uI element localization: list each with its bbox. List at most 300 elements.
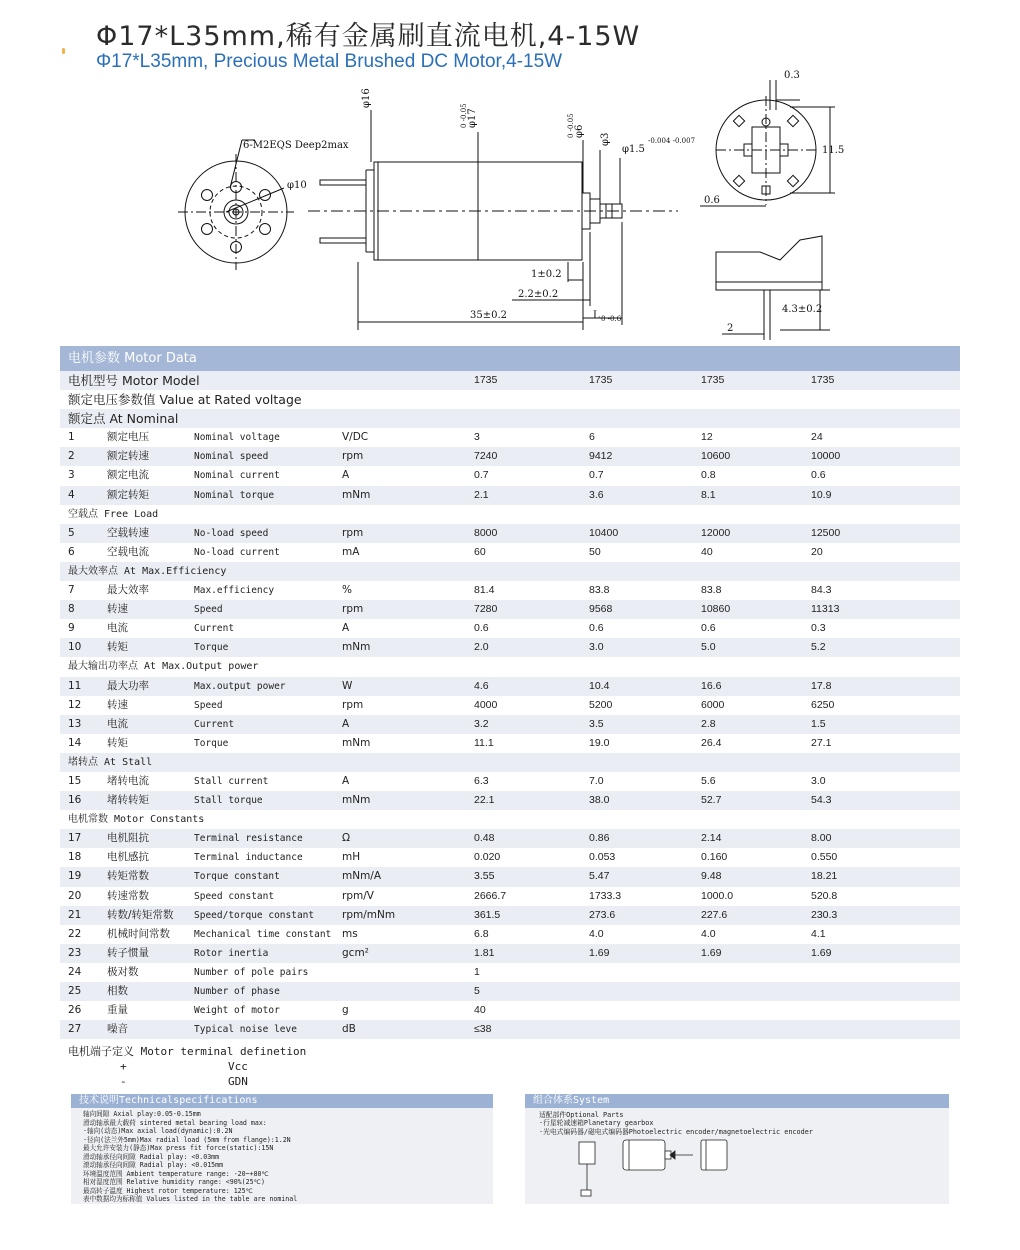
- param-value: 8.1: [701, 488, 716, 501]
- param-name-cn: 电机感抗: [107, 851, 149, 864]
- row-number: 21: [68, 908, 82, 921]
- param-name-en: Mechanical time constant: [194, 928, 332, 940]
- param-value: 520.8: [811, 889, 838, 902]
- param-value: 5.47: [589, 870, 610, 883]
- param-name-cn: 转子惯量: [107, 946, 149, 959]
- param-value: 3.0: [589, 641, 604, 654]
- param-value: 17.8: [811, 679, 832, 692]
- param-value: 5: [474, 985, 480, 997]
- param-value: 0.160: [701, 851, 728, 864]
- table-row: [60, 486, 960, 505]
- param-name-en: Torque constant: [194, 871, 280, 883]
- param-value: 1.69: [589, 946, 610, 959]
- param-value: 6: [589, 431, 595, 444]
- label-screw: 6-M2EQS Deep2max: [243, 140, 349, 151]
- param-name-en: Torque: [194, 737, 229, 749]
- param-value: 10.4: [589, 679, 610, 692]
- table-row: [60, 619, 960, 638]
- param-unit: mNm: [342, 794, 371, 807]
- param-value: 0.7: [589, 469, 604, 482]
- param-name-cn: 电机阻抗: [107, 832, 149, 845]
- system-header: 组合体系System: [525, 1094, 949, 1108]
- system-line: ·光电式编码器/磁电式编码器Photoelectric encoder/magnetoelectric encoder: [539, 1127, 813, 1136]
- tech-spec-line: 滑动轴承径向间隙 Radial play: <0.03mm: [83, 1152, 220, 1161]
- param-value: 4.6: [474, 679, 489, 692]
- param-name-cn: 转矩: [107, 641, 128, 654]
- param-name-en: Stall current: [194, 775, 269, 787]
- param-name-cn: 转速: [107, 698, 128, 711]
- param-value: 0.6: [474, 622, 489, 635]
- param-value: 361.5: [474, 908, 501, 921]
- tech-spec-header: 技术说明Technicalspecifications: [71, 1094, 493, 1108]
- param-value: 1.69: [701, 946, 722, 959]
- row-number: 27: [68, 1023, 82, 1036]
- model-value: 1735: [474, 374, 498, 386]
- param-value: 7280: [474, 603, 498, 616]
- label-dimL-tol: 0 -0.6: [601, 315, 622, 323]
- param-unit: V/DC: [342, 431, 369, 444]
- param-unit: dB: [342, 1023, 356, 1036]
- param-value: 4000: [474, 698, 498, 711]
- param-name-cn: 额定电流: [107, 469, 149, 482]
- row-number: 20: [68, 889, 82, 902]
- row-number: 24: [68, 965, 82, 978]
- param-value: 0.6: [701, 622, 716, 635]
- param-name-cn: 堵转转矩: [107, 794, 149, 807]
- param-value: 83.8: [701, 584, 722, 597]
- param-unit: ms: [342, 927, 358, 940]
- param-value: 6.3: [474, 774, 489, 787]
- row-number: 11: [68, 679, 82, 692]
- tech-spec-panel: [71, 1094, 493, 1204]
- rated-label: 额定电压参数值 Value at Rated voltage: [68, 392, 302, 408]
- param-unit: rpm: [342, 698, 364, 711]
- param-name-cn: 额定电压: [107, 431, 149, 444]
- param-value: 3: [474, 431, 480, 444]
- param-unit: rpm: [342, 526, 364, 539]
- param-unit: A: [342, 469, 350, 482]
- row-number: 14: [68, 736, 82, 749]
- table-row: [60, 791, 960, 810]
- row-number: 6: [68, 545, 75, 558]
- param-value: 1.81: [474, 946, 495, 959]
- model-label: 电机型号 Motor Model: [68, 373, 200, 388]
- param-unit: mNm/A: [342, 870, 382, 883]
- param-value: 2.0: [474, 641, 489, 654]
- param-value: 9568: [589, 603, 613, 616]
- nominal-label: 额定点 At Nominal: [68, 411, 179, 427]
- table-row: [60, 543, 960, 562]
- param-name-cn: 电流: [107, 717, 128, 730]
- table-row: [60, 867, 960, 886]
- table-row: [60, 1020, 960, 1039]
- terminal-definition: [68, 1044, 306, 1089]
- param-unit: W: [342, 679, 353, 692]
- param-unit: rpm: [342, 450, 364, 463]
- row-number: 26: [68, 1004, 82, 1017]
- tech-spec-line: 相对湿度范围 Relative humidity range: <90%(25℃): [83, 1178, 265, 1186]
- param-value: 50: [589, 545, 601, 558]
- section-title: 空载点 Free Load: [68, 508, 159, 520]
- param-name-en: Number of phase: [194, 986, 280, 997]
- tech-spec-line: 最高转子温度 Highest rotor temperature: 125℃: [83, 1186, 254, 1195]
- param-value: 12: [701, 431, 713, 444]
- param-value: 81.4: [474, 584, 495, 597]
- param-name-en: Terminal inductance: [194, 852, 303, 864]
- param-unit: mH: [342, 851, 361, 864]
- model-value: 1735: [811, 374, 835, 386]
- param-unit: A: [342, 717, 350, 730]
- param-name-cn: 最大功率: [107, 679, 149, 692]
- section-title: 最大输出功率点 At Max.Output power: [68, 661, 259, 673]
- label-dim1: 1±0.2: [531, 269, 562, 280]
- row-number: 22: [68, 927, 82, 940]
- terminal-name: GDN: [228, 1075, 248, 1088]
- param-value: 3.2: [474, 717, 489, 730]
- param-name-cn: 转矩常数: [107, 870, 149, 883]
- param-value: 40: [474, 1004, 486, 1017]
- label-d10: φ10: [287, 180, 307, 191]
- param-name-cn: 额定转矩: [107, 488, 149, 501]
- param-value: 27.1: [811, 736, 832, 749]
- label-d16: φ16: [361, 88, 372, 108]
- param-value: 40: [701, 545, 713, 558]
- tech-spec-line: 滚动轴承径向间隙 Radial play: <0.015mm: [83, 1161, 224, 1169]
- table-row: [60, 447, 960, 466]
- param-name-cn: 堵转电流: [107, 774, 149, 787]
- table-row: [60, 887, 960, 906]
- param-name-en: Current: [194, 718, 235, 730]
- param-name-en: Number of pole pairs: [194, 966, 309, 978]
- param-unit: %: [342, 584, 352, 597]
- param-value: 7240: [474, 450, 498, 463]
- section-title: 堵转点 At Stall: [68, 756, 153, 768]
- model-value: 1735: [701, 374, 725, 386]
- param-name-cn: 空载电流: [107, 545, 149, 558]
- param-value: 227.6: [701, 908, 728, 921]
- param-name-cn: 转速: [107, 603, 128, 616]
- tech-spec-line: 表中数据均为标称值 Values listed in the table are nominal: [83, 1195, 298, 1203]
- terminal-row-plus: [68, 1059, 306, 1074]
- param-name-cn: 空载转速: [107, 526, 149, 539]
- row-number: 16: [68, 794, 82, 807]
- param-name-en: Current: [194, 623, 235, 635]
- param-unit: mNm: [342, 736, 371, 749]
- system-line: ·行星轮减速箱Planetary gearbox: [539, 1119, 654, 1128]
- param-name-en: Rotor inertia: [194, 947, 269, 959]
- nominal-row: [60, 409, 960, 428]
- row-number: 10: [68, 641, 82, 654]
- param-name-en: Nominal torque: [194, 489, 275, 501]
- param-value: 10.9: [811, 488, 832, 501]
- param-value: 6250: [811, 698, 835, 711]
- param-value: 0.86: [589, 832, 610, 845]
- terminal-row-minus: [68, 1074, 306, 1089]
- section-row: [60, 562, 960, 581]
- system-line: 适配部件Optional Parts: [539, 1111, 624, 1119]
- tech-spec-line: ·径向(法兰外5mm)Max radial load (5mm from flange):1.2N: [83, 1135, 291, 1144]
- page-title-cn: Φ17*L35mm,稀有金属刷直流电机,4-15W: [96, 21, 641, 52]
- motor-data-table: [60, 346, 960, 1039]
- param-value: 8000: [474, 526, 498, 539]
- param-value: 83.8: [589, 584, 610, 597]
- param-value: 0.053: [589, 851, 616, 864]
- param-value: 5.2: [811, 641, 826, 654]
- technical-drawing: [0, 0, 1020, 345]
- label-d15-tol: -0.004 -0.007: [648, 137, 696, 145]
- tech-spec-line: 环境温度范围 Ambient temperature range: -20~+80℃: [83, 1169, 269, 1178]
- param-value: 19.0: [589, 736, 610, 749]
- param-value: 5.0: [701, 641, 716, 654]
- param-value: 5.6: [701, 774, 716, 787]
- row-number: 9: [68, 622, 75, 635]
- param-value: 24: [811, 431, 823, 444]
- table-row: [60, 963, 960, 982]
- param-unit: gcm²: [342, 946, 369, 959]
- param-unit: A: [342, 774, 350, 787]
- row-number: 17: [68, 832, 82, 845]
- label-d06: 0.6: [704, 195, 720, 206]
- param-value: 0.550: [811, 851, 838, 864]
- param-value: 4.1: [811, 927, 826, 940]
- param-value: 52.7: [701, 794, 722, 807]
- terminal-sign: -: [120, 1075, 127, 1088]
- param-name-cn: 额定转速: [107, 450, 149, 463]
- param-name-cn: 极对数: [107, 965, 139, 978]
- table-row: [60, 906, 960, 925]
- label-d2: 2: [727, 323, 734, 334]
- param-name-cn: 转矩: [107, 736, 128, 749]
- table-row: [60, 734, 960, 753]
- param-value: 0.8: [701, 469, 716, 482]
- param-name-en: Nominal current: [194, 470, 280, 482]
- system-diagram: [525, 1127, 949, 1204]
- row-number: 19: [68, 870, 82, 883]
- param-value: 6000: [701, 698, 725, 711]
- table-row: [60, 677, 960, 696]
- param-value: 0.48: [474, 832, 495, 845]
- param-value: 2666.7: [474, 889, 507, 902]
- param-unit: rpm: [342, 603, 364, 616]
- system-panel: [525, 1094, 949, 1204]
- row-number: 12: [68, 698, 82, 711]
- param-value: 3.0: [811, 774, 826, 787]
- table-row: [60, 925, 960, 944]
- label-d43: 4.3±0.2: [782, 304, 823, 315]
- param-name-cn: 最大效率: [107, 584, 149, 597]
- row-number: 18: [68, 851, 82, 864]
- param-value: 1.5: [811, 717, 826, 730]
- tech-spec-lines: [71, 1108, 493, 1204]
- row-number: 7: [68, 584, 75, 597]
- table-row: [60, 428, 960, 447]
- table-row: [60, 638, 960, 657]
- row-number: 8: [68, 603, 75, 616]
- param-name-en: Stall torque: [194, 795, 263, 807]
- table-row: [60, 600, 960, 619]
- param-value: 1733.3: [589, 889, 622, 902]
- param-name-en: Nominal voltage: [194, 432, 280, 444]
- param-name-en: Max.output power: [194, 680, 286, 692]
- param-name-en: Speed: [194, 699, 223, 711]
- param-name-en: Speed: [194, 604, 223, 616]
- param-value: 9.48: [701, 870, 722, 883]
- row-number: 23: [68, 946, 82, 959]
- param-name-en: Nominal speed: [194, 451, 269, 463]
- param-value: 8.00: [811, 832, 832, 845]
- param-value: 12000: [701, 526, 731, 539]
- table-row: [60, 581, 960, 600]
- param-value: 54.3: [811, 794, 832, 807]
- param-value: 0.3: [811, 622, 826, 635]
- param-value: 4.0: [701, 927, 716, 940]
- param-value: 1000.0: [701, 889, 734, 902]
- param-value: 273.6: [589, 908, 616, 921]
- terminal-sign: +: [120, 1060, 127, 1073]
- param-value: 6.8: [474, 927, 489, 940]
- table-row: [60, 696, 960, 715]
- section-row: [60, 810, 960, 829]
- param-value: 84.3: [811, 584, 832, 597]
- param-value: 20: [811, 545, 823, 558]
- label-dimL: L: [593, 310, 600, 321]
- tech-spec-line: 轴向间隙 Axial play:0.05-0.15mm: [83, 1110, 201, 1118]
- label-d3: φ3: [600, 132, 611, 146]
- param-value: 3.5: [589, 717, 604, 730]
- section-title: 电机常数 Motor Constants: [68, 814, 205, 826]
- gearbox-icon: [579, 1142, 595, 1164]
- param-value: 2.14: [701, 832, 722, 845]
- tech-spec-line: 最大允许安装力(静态)Max press fit force(static):15N: [83, 1144, 274, 1152]
- param-name-en: Torque: [194, 642, 229, 654]
- param-unit: A: [342, 622, 350, 635]
- param-value: 2.1: [474, 488, 489, 501]
- param-value: 10000: [811, 450, 841, 463]
- param-value: 2.8: [701, 717, 716, 730]
- table-row: [60, 829, 960, 848]
- param-name-en: Weight of motor: [194, 1005, 280, 1017]
- param-name-cn: 重量: [107, 1004, 128, 1017]
- param-value: 1: [474, 965, 480, 978]
- param-value: 26.4: [701, 736, 722, 749]
- section-row: [60, 505, 960, 524]
- terminal-name: Vcc: [228, 1060, 248, 1073]
- label-d6-tol: 0 -0.05: [567, 113, 575, 138]
- param-value: 22.1: [474, 794, 495, 807]
- param-name-cn: 相数: [107, 985, 128, 997]
- param-name-en: Typical noise leve: [194, 1024, 297, 1036]
- param-value: 18.21: [811, 870, 838, 883]
- param-value: 10600: [701, 450, 731, 463]
- param-name-en: Speed/torque constant: [194, 909, 315, 921]
- param-name-cn: 转速常数: [107, 889, 149, 902]
- row-number: 4: [68, 488, 75, 501]
- param-value: 38.0: [589, 794, 610, 807]
- table-row: [60, 982, 960, 1001]
- table-row: [60, 466, 960, 485]
- row-number: 25: [68, 985, 82, 997]
- table-row: [60, 772, 960, 791]
- section-title: 最大效率点 At Max.Efficiency: [68, 565, 227, 577]
- param-value: 10860: [701, 603, 731, 616]
- label-d6: φ6: [574, 124, 585, 138]
- encoder-icon: [701, 1140, 727, 1170]
- param-value: 3.6: [589, 488, 604, 501]
- row-number: 15: [68, 774, 82, 787]
- param-name-en: Terminal resistance: [194, 833, 303, 845]
- table-row: [60, 944, 960, 963]
- param-value: 9412: [589, 450, 613, 463]
- param-value: 4.0: [589, 927, 604, 940]
- param-name-en: Speed constant: [194, 890, 275, 902]
- param-unit: rpm/V: [342, 889, 374, 902]
- param-value: 0.6: [811, 469, 826, 482]
- table-row: [60, 715, 960, 734]
- row-number: 3: [68, 469, 75, 482]
- param-name-cn: 机械时间常数: [107, 927, 170, 940]
- param-value: 0.020: [474, 851, 501, 864]
- param-value: 3.55: [474, 870, 495, 883]
- row-number: 13: [68, 717, 82, 730]
- tech-spec-line: ·轴向(动态)Max axial load(dynamic):0.2N: [83, 1127, 233, 1135]
- table-row: [60, 848, 960, 867]
- param-value: 5200: [589, 698, 613, 711]
- row-number: 5: [68, 526, 75, 539]
- model-row: [60, 371, 960, 390]
- label-d115: 11.5: [822, 145, 845, 156]
- label-d03: 0.3: [784, 70, 800, 81]
- label-d17: φ17: [467, 108, 478, 128]
- param-value: 12500: [811, 526, 841, 539]
- label-dim35: 35±0.2: [470, 310, 508, 321]
- param-value: ≤38: [474, 1023, 492, 1036]
- page-title-en: Φ17*L35mm, Precious Metal Brushed DC Motor,4-15W: [96, 51, 563, 72]
- param-unit: mA: [342, 545, 360, 558]
- param-name-cn: 电流: [107, 622, 128, 635]
- param-unit: g: [342, 1004, 349, 1017]
- param-name-en: No-load current: [194, 546, 280, 558]
- tech-spec-line: 滑动轴承最大载荷 sintered metal bearing load max:: [83, 1118, 267, 1127]
- param-name-en: Max.efficiency: [194, 585, 275, 597]
- param-value: 7.0: [589, 774, 604, 787]
- param-value: 230.3: [811, 908, 838, 921]
- param-value: 0.6: [589, 622, 604, 635]
- row-number: 2: [68, 450, 75, 463]
- param-value: 10400: [589, 526, 619, 539]
- param-value: 1.69: [811, 946, 832, 959]
- label-d17-tol: 0 -0.05: [460, 103, 468, 128]
- section-row: [60, 657, 960, 676]
- rated-row: [60, 390, 960, 409]
- terminal-title: 电机端子定义 Motor terminal definetion: [68, 1045, 307, 1058]
- param-value: 11.1: [474, 736, 494, 749]
- row-number: 1: [68, 431, 75, 444]
- table-row: [60, 1001, 960, 1020]
- param-value: 60: [474, 545, 486, 558]
- label-d15: φ1.5: [622, 144, 645, 155]
- section-row: [60, 753, 960, 772]
- param-value: 16.6: [701, 679, 722, 692]
- param-name-en: No-load speed: [194, 527, 269, 539]
- param-value: 0.7: [474, 469, 489, 482]
- param-unit: mNm: [342, 488, 371, 501]
- table-header: 电机参数 Motor Data: [60, 346, 960, 371]
- table-row: [60, 524, 960, 543]
- param-name-cn: 噪音: [107, 1023, 128, 1036]
- table-body: [60, 371, 960, 1039]
- label-dim22: 2.2±0.2: [518, 289, 559, 300]
- param-unit: Ω: [342, 832, 351, 845]
